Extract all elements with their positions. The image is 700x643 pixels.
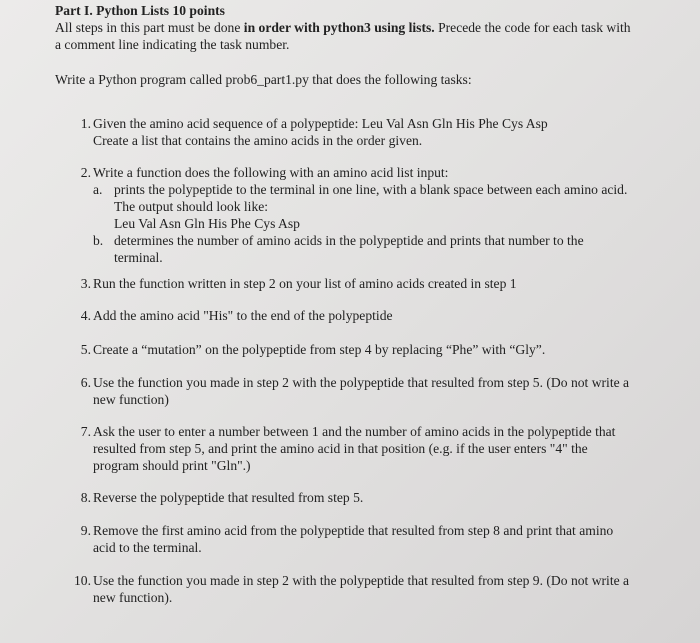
task-line: Run the function written in step 2 on your list of amino acids created in step 1 bbox=[93, 276, 517, 291]
task-line: Write a function does the following with an amino acid list input: bbox=[93, 165, 449, 180]
task-line: Given the amino acid sequence of a polypeptide: Leu Val Asn Gln His Phe Cys Asp bbox=[93, 116, 548, 131]
task-number: 5. bbox=[80, 342, 91, 357]
task-line: Remove the first amino acid from the polypeptide that resulted from step 8 and print that amino bbox=[93, 523, 614, 538]
part-title: Part I. Python Lists 10 points bbox=[55, 3, 225, 18]
task-line: acid to the terminal. bbox=[93, 540, 202, 555]
task-line: Reverse the polypeptide that resulted from step 5. bbox=[93, 490, 364, 505]
task-line: Use the function you made in step 2 with the polypeptide that resulted from step 9. (Do not write a bbox=[93, 573, 630, 588]
task-number: 2. bbox=[80, 165, 91, 180]
task-line: Use the function you made in step 2 with the polypeptide that resulted from step 5. (Do not write a bbox=[93, 375, 630, 390]
task-7 bbox=[63, 423, 663, 474]
subtask-line: determines the number of amino acids in the polypeptide and prints that number to the bbox=[114, 233, 584, 248]
task-number: 7. bbox=[80, 424, 91, 439]
task-2 bbox=[63, 164, 663, 266]
task-number: 3. bbox=[80, 276, 91, 291]
task-8 bbox=[63, 489, 663, 506]
task-line: Create a “mutation” on the polypeptide from step 4 by replacing “Phe” with “Gly”. bbox=[93, 342, 546, 357]
task-number: 6. bbox=[80, 375, 91, 390]
task-line: program should print "Gln".) bbox=[93, 458, 251, 473]
subtask-line: The output should look like: bbox=[114, 199, 269, 214]
task-9 bbox=[63, 522, 663, 556]
instructions-line-2: a comment line indicating the task number. bbox=[55, 37, 290, 52]
subtask-a bbox=[93, 181, 663, 232]
task-5 bbox=[63, 341, 663, 358]
subtask-line: terminal. bbox=[114, 250, 163, 265]
assignment-header bbox=[55, 2, 675, 53]
task-6 bbox=[63, 374, 663, 408]
program-intro: Write a Python program called prob6_part1.py that does the following tasks: bbox=[55, 72, 472, 87]
instructions-text-end: Precede the code for each task with bbox=[434, 20, 631, 35]
subtask-b bbox=[93, 232, 663, 266]
task-10 bbox=[63, 572, 663, 606]
task-number: 10. bbox=[74, 573, 91, 588]
subtask-letter: a. bbox=[93, 182, 103, 197]
task-line: resulted from step 5, and print the amino acid in that position (e.g. if the user enters "4" the bbox=[93, 441, 588, 456]
subtask-letter: b. bbox=[93, 233, 104, 248]
task-number: 1. bbox=[80, 116, 91, 131]
task-number: 4. bbox=[80, 308, 91, 323]
subtask-line: prints the polypeptide to the terminal in one line, with a blank space between each amino acid. bbox=[114, 182, 628, 197]
task-line: new function). bbox=[93, 590, 173, 605]
task-1 bbox=[63, 115, 663, 149]
task-3 bbox=[63, 275, 663, 292]
task-line: Add the amino acid "His" to the end of the polypeptide bbox=[93, 308, 393, 323]
task-4 bbox=[63, 307, 663, 324]
instructions-text: All steps in this part must be done bbox=[55, 20, 244, 35]
task-number: 9. bbox=[80, 523, 91, 538]
task-line: Create a list that contains the amino acids in the order given. bbox=[93, 133, 423, 148]
task-number: 8. bbox=[80, 490, 91, 505]
task-line: Ask the user to enter a number between 1 and the number of amino acids in the polypeptide that bbox=[93, 424, 616, 439]
subtask-line: Leu Val Asn Gln His Phe Cys Asp bbox=[114, 216, 300, 231]
instructions-line-1 bbox=[55, 19, 675, 36]
task-line: new function) bbox=[93, 392, 169, 407]
instructions-bold: in order with python3 using lists. bbox=[243, 20, 435, 35]
